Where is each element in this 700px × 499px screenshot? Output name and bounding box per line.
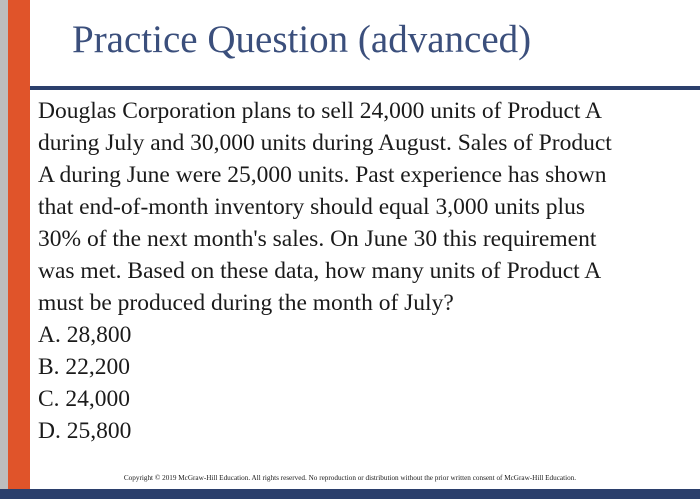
left-accent-bar [8, 0, 30, 499]
answer-option-b: B. 22,200 [38, 354, 131, 380]
copyright-footer: Copyright © 2019 McGraw-Hill Education. All rights reserved. No reproduction or distribution without the prior written consent of McGraw-Hill Education. [123, 474, 577, 482]
question-line: 30% of the next month's sales. On June 30 this requirement [38, 226, 597, 252]
answer-option-a: A. 28,800 [38, 322, 132, 348]
question-line: was met. Based on these data, how many units of Product A [38, 258, 602, 284]
answer-option-d: D. 25,800 [38, 418, 132, 444]
title-divider [30, 86, 700, 90]
question-line: during July and 30,000 units during August. Sales of Product [38, 130, 612, 156]
slide-body [38, 95, 700, 447]
answer-options [38, 319, 700, 447]
question-line: Douglas Corporation plans to sell 24,000 units of Product A [38, 98, 602, 124]
question-line: must be produced during the month of July? [38, 290, 454, 316]
bottom-divider [0, 489, 700, 499]
slide-title: Practice Question (advanced) [72, 18, 532, 61]
question-line: that end-of-month inventory should equal 3,000 units plus [38, 194, 585, 220]
answer-option-c: C. 24,000 [38, 386, 131, 412]
question-text [38, 95, 700, 319]
question-line: A during June were 25,000 units. Past experience has shown [38, 162, 607, 188]
left-edge-gray-strip [0, 0, 8, 499]
